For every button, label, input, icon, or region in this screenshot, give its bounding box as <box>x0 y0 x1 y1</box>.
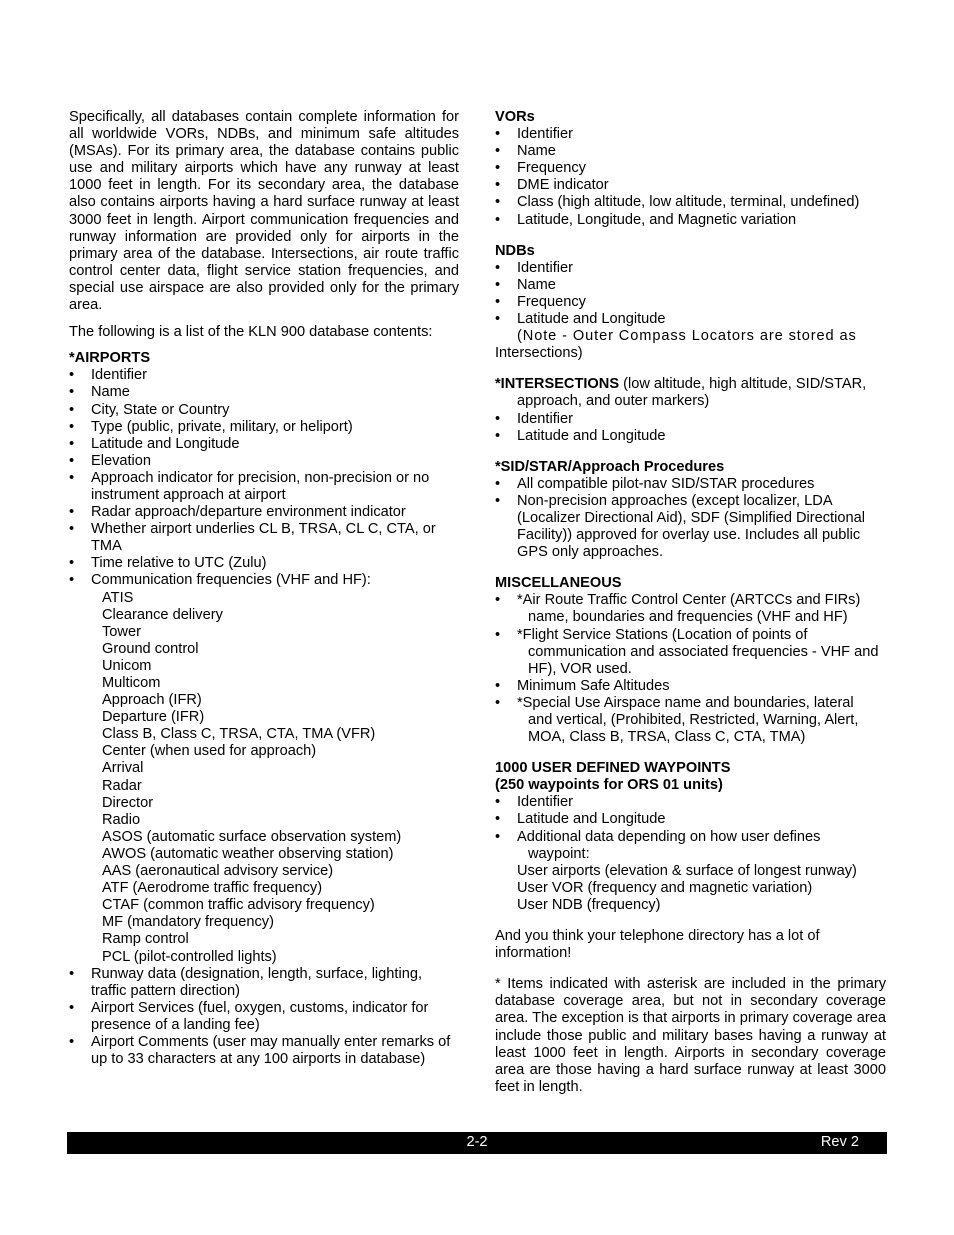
procedures-heading: *SID/STAR/Approach Procedures <box>495 458 725 475</box>
list-item <box>495 627 886 678</box>
list-item: • Frequency <box>495 294 886 311</box>
misc-first: *Flight Service Stations (Location of points of <box>517 626 808 643</box>
list-item: • Type (public, private, military, or heliport) <box>69 419 459 436</box>
comm-frequency-item: Class B, Class C, TRSA, CTA, TMA (VFR) <box>102 726 376 743</box>
list-item: • Runway data (designation, length, surface, lighting, traffic pattern direction) <box>69 966 459 1000</box>
waypoints-heading: 1000 USER DEFINED WAYPOINTS <box>495 760 731 777</box>
comm-frequency-item: ASOS (automatic surface observation system) <box>102 828 402 845</box>
list-item: • Airport Services (fuel, oxygen, customs, indicator for presence of a landing fee) <box>69 1000 459 1034</box>
comm-frequency-item: Center (when used for approach) <box>102 743 317 760</box>
comm-frequency-item: CTAF (common traffic advisory frequency) <box>102 897 375 914</box>
list-item: User airports (elevation & surface of longest runway) <box>517 862 857 879</box>
closing-remark: And you think your telephone directory has a lot of information! <box>495 928 820 962</box>
misc-rest: name, boundaries and frequencies (VHF and HF) <box>528 609 848 626</box>
comm-frequency-item: Multicom <box>102 675 161 691</box>
list-item: • Identifier <box>495 794 886 811</box>
intersections-list <box>495 411 886 445</box>
waypoint-sub-items <box>495 863 886 914</box>
comm-frequency-item: Approach (IFR) <box>102 692 202 709</box>
comm-frequency-item: Tower <box>102 623 141 640</box>
list-item: • Identifier <box>495 260 886 277</box>
comm-frequency-item: Radio <box>102 811 141 828</box>
list-item: • Identifier <box>495 411 886 428</box>
comm-label: Communication frequencies (VHF and HF): <box>91 572 371 589</box>
comm-frequency-sublist <box>91 590 459 966</box>
intersections-heading-rest: (low altitude, high altitude, SID/STAR, <box>619 376 867 393</box>
list-item <box>495 829 886 863</box>
list-item: User VOR (frequency and magnetic variation) <box>517 879 813 896</box>
vors-list <box>495 126 886 229</box>
page-number: 2-2 <box>466 1134 488 1150</box>
ndbs-list <box>495 260 886 328</box>
list-item: • Class (high altitude, low altitude, terminal, undefined) <box>495 194 886 211</box>
ndb-note-tail: Intersections) <box>495 345 583 362</box>
list-item: • Airport Comments (user may manually enter remarks of up to 33 characters at any 100 airports in database) <box>69 1034 459 1068</box>
footnote: * Items indicated with asterisk are included in the primary database coverage area, but not in secondary coverage area. The exception is that airports in primary coverage area include those public and military bases having a runway at least 1000 feet in length. Airports in secondary coverage area are those having a hard surface runway at least 3000 feet in length. <box>495 976 886 1095</box>
list-item: • Latitude and Longitude <box>495 428 886 445</box>
comm-frequencies-list <box>69 572 459 1068</box>
list-item: • All compatible pilot-nav SID/STAR procedures <box>495 476 886 493</box>
misc-heading: MISCELLANEOUS <box>495 575 622 592</box>
comm-frequency-item: PCL (pilot-controlled lights) <box>102 948 277 965</box>
comm-frequency-item: Director <box>102 794 154 811</box>
ndb-note: (Note - Outer Compass Locators are stored as <box>517 328 857 345</box>
airports-heading: *AIRPORTS <box>69 350 151 367</box>
list-intro: The following is a list of the KLN 900 database contents: <box>69 324 433 341</box>
procedures-list <box>495 476 886 561</box>
list-item: • Frequency <box>495 160 886 177</box>
comm-frequency-item: Clearance delivery <box>102 606 223 623</box>
waypoints-list <box>495 794 886 862</box>
intersections-heading-cont: approach, and outer markers) <box>517 393 710 410</box>
list-item: • Whether airport underlies CL B, TRSA, CL C, CTA, or TMA <box>69 521 459 555</box>
list-item: • Name <box>495 277 886 294</box>
misc-list <box>495 592 886 746</box>
comm-frequency-item: AAS (aeronautical advisory service) <box>102 863 334 880</box>
ndbs-heading: NDBs <box>495 242 535 259</box>
list-item <box>69 572 459 965</box>
additional-first: Additional data depending on how user defines <box>517 828 821 845</box>
list-item: • Latitude, Longitude, and Magnetic variation <box>495 212 886 229</box>
comm-frequency-item: ATIS <box>102 589 134 606</box>
list-item: User NDB (frequency) <box>517 896 661 913</box>
comm-frequency-item: MF (mandatory frequency) <box>102 914 274 931</box>
list-item: • Name <box>69 384 459 401</box>
comm-frequency-item: Arrival <box>102 760 144 777</box>
revision-label: Rev 2 <box>820 1134 859 1150</box>
misc-rest: communication and associated frequencies - VHF and HF), VOR used. <box>528 643 879 677</box>
list-item: • Name <box>495 143 886 160</box>
comm-frequency-item: Departure (IFR) <box>102 709 205 726</box>
right-column <box>495 109 886 1096</box>
intersections-heading: *INTERSECTIONS <box>495 376 620 393</box>
comm-frequency-item: Radar <box>102 777 142 794</box>
list-item: • Latitude and Longitude <box>69 436 459 453</box>
waypoints-subheading: (250 waypoints for ORS 01 units) <box>495 777 723 794</box>
misc-rest: and vertical, (Prohibited, Restricted, Warning, Alert, MOA, Class B, TRSA, Class C, CTA, TMA) <box>528 712 859 746</box>
footer-bar <box>67 1132 887 1154</box>
list-item <box>495 695 886 746</box>
list-item: • Time relative to UTC (Zulu) <box>69 555 459 572</box>
list-item: • Latitude and Longitude <box>495 811 886 828</box>
list-item: • Latitude and Longitude <box>495 311 886 328</box>
intersections-heading-line <box>495 376 886 393</box>
list-item: • City, State or Country <box>69 402 459 419</box>
additional-rest: waypoint: <box>528 845 590 862</box>
list-item <box>495 678 886 695</box>
list-item: • Identifier <box>495 126 886 143</box>
list-item: • Identifier <box>69 367 459 384</box>
list-item: • Radar approach/departure environment indicator <box>69 504 459 521</box>
airports-list <box>69 367 459 572</box>
list-item: • Approach indicator for precision, non-precision or no instrument approach at airport <box>69 470 459 504</box>
comm-frequency-item: Unicom <box>102 657 152 674</box>
list-item <box>495 592 886 626</box>
comm-frequency-item: Ground control <box>102 640 199 657</box>
misc-first: *Air Route Traffic Control Center (ARTCCs and FIRs) <box>517 592 861 609</box>
list-item: • Elevation <box>69 453 459 470</box>
comm-frequency-item: AWOS (automatic weather observing station) <box>102 845 394 862</box>
misc-first: *Special Use Airspace name and boundaries, lateral <box>517 694 854 711</box>
comm-frequency-item: Ramp control <box>102 931 189 948</box>
vors-heading: VORs <box>495 109 535 125</box>
comm-frequency-item: ATF (Aerodrome traffic frequency) <box>102 880 323 897</box>
intro-paragraph: Specifically, all databases contain complete information for all worldwide VORs, NDBs, and minimum safe altitudes (MSAs). For its primary area, the database contains public use and military airports which have any runway at least 1000 feet in length. For its secondary area, the database also contains airports having a hard surface runway at least 3000 feet in length. Airport communication frequencies and runway information are provided only for airports in the primary area of the database. Intersections, air route traffic control center data, flight service station frequencies, and special use airspace are also provided only for the primary area. <box>69 109 459 314</box>
list-item: • Non-precision approaches (except localizer, LDA (Localizer Directional Aid), SDF (Simplified Directional Facility)) approved for overlay use. Includes all public GPS only approaches. <box>495 493 886 561</box>
misc-first: Minimum Safe Altitudes <box>517 677 670 694</box>
left-column <box>69 109 459 1068</box>
list-item: • DME indicator <box>495 177 886 194</box>
